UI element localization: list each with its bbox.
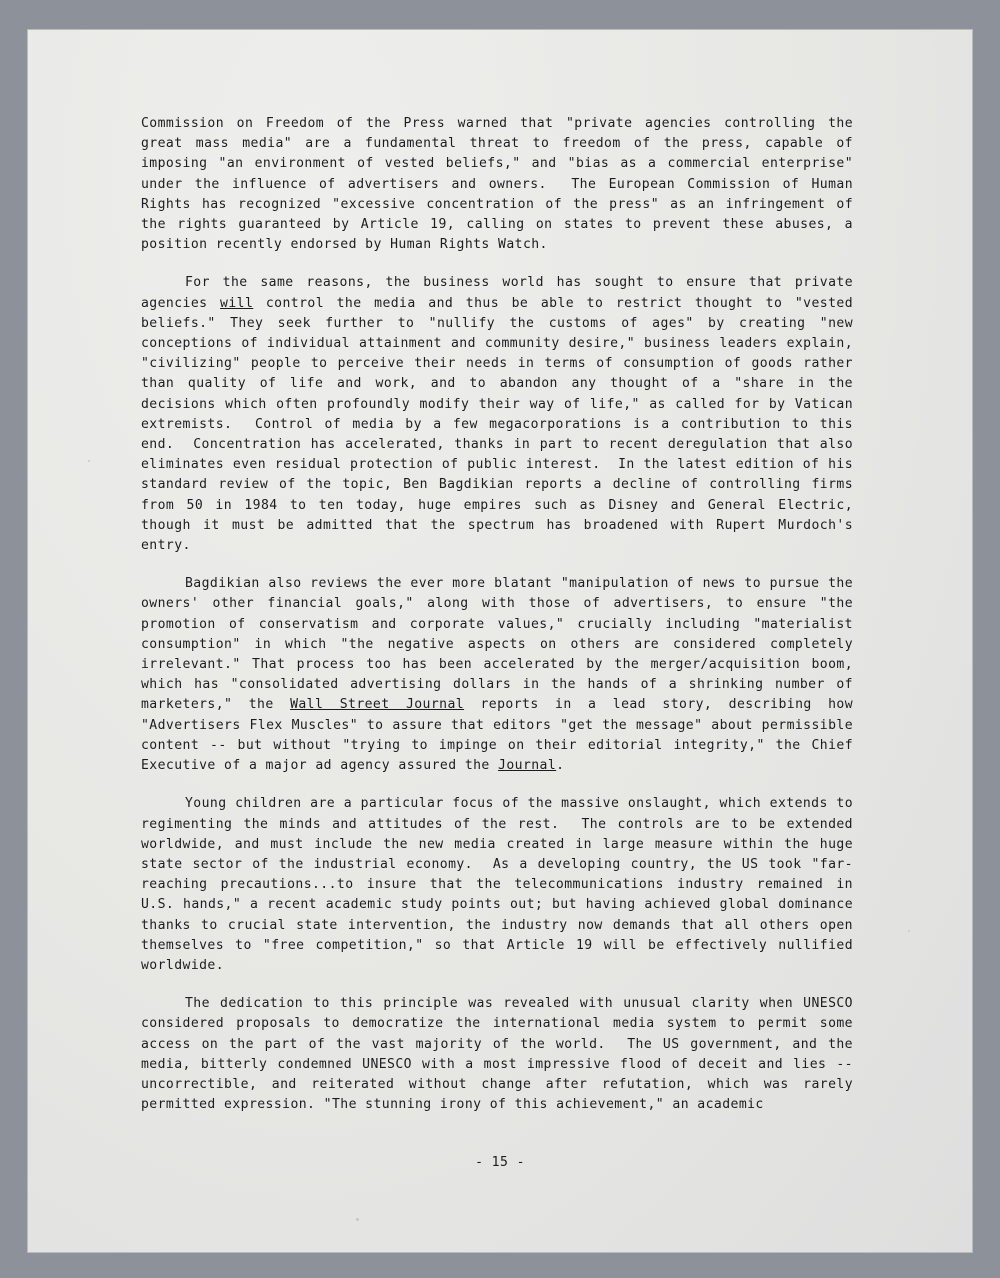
page-number: - 15 - <box>475 1155 525 1170</box>
paper-speck <box>88 460 90 462</box>
underlined-text: will <box>220 295 254 311</box>
underlined-text: Journal <box>498 758 557 774</box>
paragraph <box>141 273 862 556</box>
page-surface <box>28 30 972 1252</box>
paragraph <box>141 114 862 255</box>
paper-speck <box>908 930 910 932</box>
paragraph <box>141 994 862 1115</box>
text-run: control the media and thus be able to restrict thought to "vested beliefs." They seek further to "nullify the customs of ages" by creating "new conceptions of individual attainment and community desire," business leaders explain, "civilizing" people to perceive their needs in terms of consumption of goods rather than quality of life and work, and to abandon any thought of a "share in the decisions which often profoundly modify their way of life," as called for by Vatican extremists. Control of media by a few megacorporations is a contribution to this end. Concentration has accelerated, thanks in part to recent deregulation that also eliminates even residual protection of public interest. In the latest edition of his standard review of the topic, Ben Bagdikian reports a decline of controlling firms from 50 in 1984 to ten today, huge empires such as Disney and General Electric, though it must be admitted that the spectrum has broadened with Rupert Murdoch's entry. <box>141 295 862 554</box>
text-run: For the same reasons, the business world has sought to ensure that private agencies <box>141 275 862 311</box>
text-run: Young children are a particular focus of the massive onslaught, which extends to regimenting the minds and attitudes of the rest. The controls are to be extended worldwide, and must include the new media created in large measure within the huge state sector of the industrial economy. As a developing country, the US took "far-reaching precautions...to insure that the telecommunications industry remained in U.S. hands," a recent academic study points out; but having achieved global dominance thanks to crucial state intervention, the industry now demands that all others open themselves to "free competition," so that Article 19 will be effectively nullified worldwide. <box>141 796 862 973</box>
text-run: Bagdikian also reviews the ever more blatant "manipulation of news to pursue the owners' other financial goals," along with those of advertisers, to ensure "the promotion of conservatism and corporate values," crucially including "materialist consumption" in which "the negative aspects on others are considered completely irrelevant." That process too has been accelerated by the merger/acquisition boom, which has "consolidated advertising dollars in the hands of a shrinking number of marketers," the <box>141 576 862 713</box>
underlined-text: Wall Street Journal <box>290 697 465 713</box>
text-run: reports in a lead story, describing how "Advertisers Flex Muscles" to assure that editors "get the message" about permissible content -- but without "trying to impinge on their editorial integrity," the Chief Executive of a major ad agency assured the <box>141 697 862 774</box>
scanned-page <box>28 30 972 1252</box>
paper-speck <box>356 1218 359 1221</box>
paragraph <box>141 574 862 776</box>
paragraph <box>141 794 862 976</box>
text-run: . <box>556 758 565 774</box>
text-run: The dedication to this principle was revealed with unusual clarity when UNESCO considered proposals to democratize the international media system to permit some access on the part of the vast majority of the world. The US government, and the media, bitterly condemned UNESCO with a most impressive flood of deceit and lies -- uncorrectible, and reiterated without change after refutation, which was rarely permitted expression. "The stunning irony of this achievement," an academic <box>141 996 862 1113</box>
text-run: Commission on Freedom of the Press warned that "private agencies controlling the great mass media" are a fundamental threat to freedom of the press, capable of imposing "an environment of vested beliefs," and "bias as a commercial enterprise" under the influence of advertisers and owners. The European Commission of Human Rights has recognized "excessive concentration of the press" as an infringement of the rights guaranteed by Article 19, calling on states to prevent these abuses, a position recently endorsed by Human Rights Watch. <box>141 116 862 253</box>
body-text <box>141 114 862 1133</box>
